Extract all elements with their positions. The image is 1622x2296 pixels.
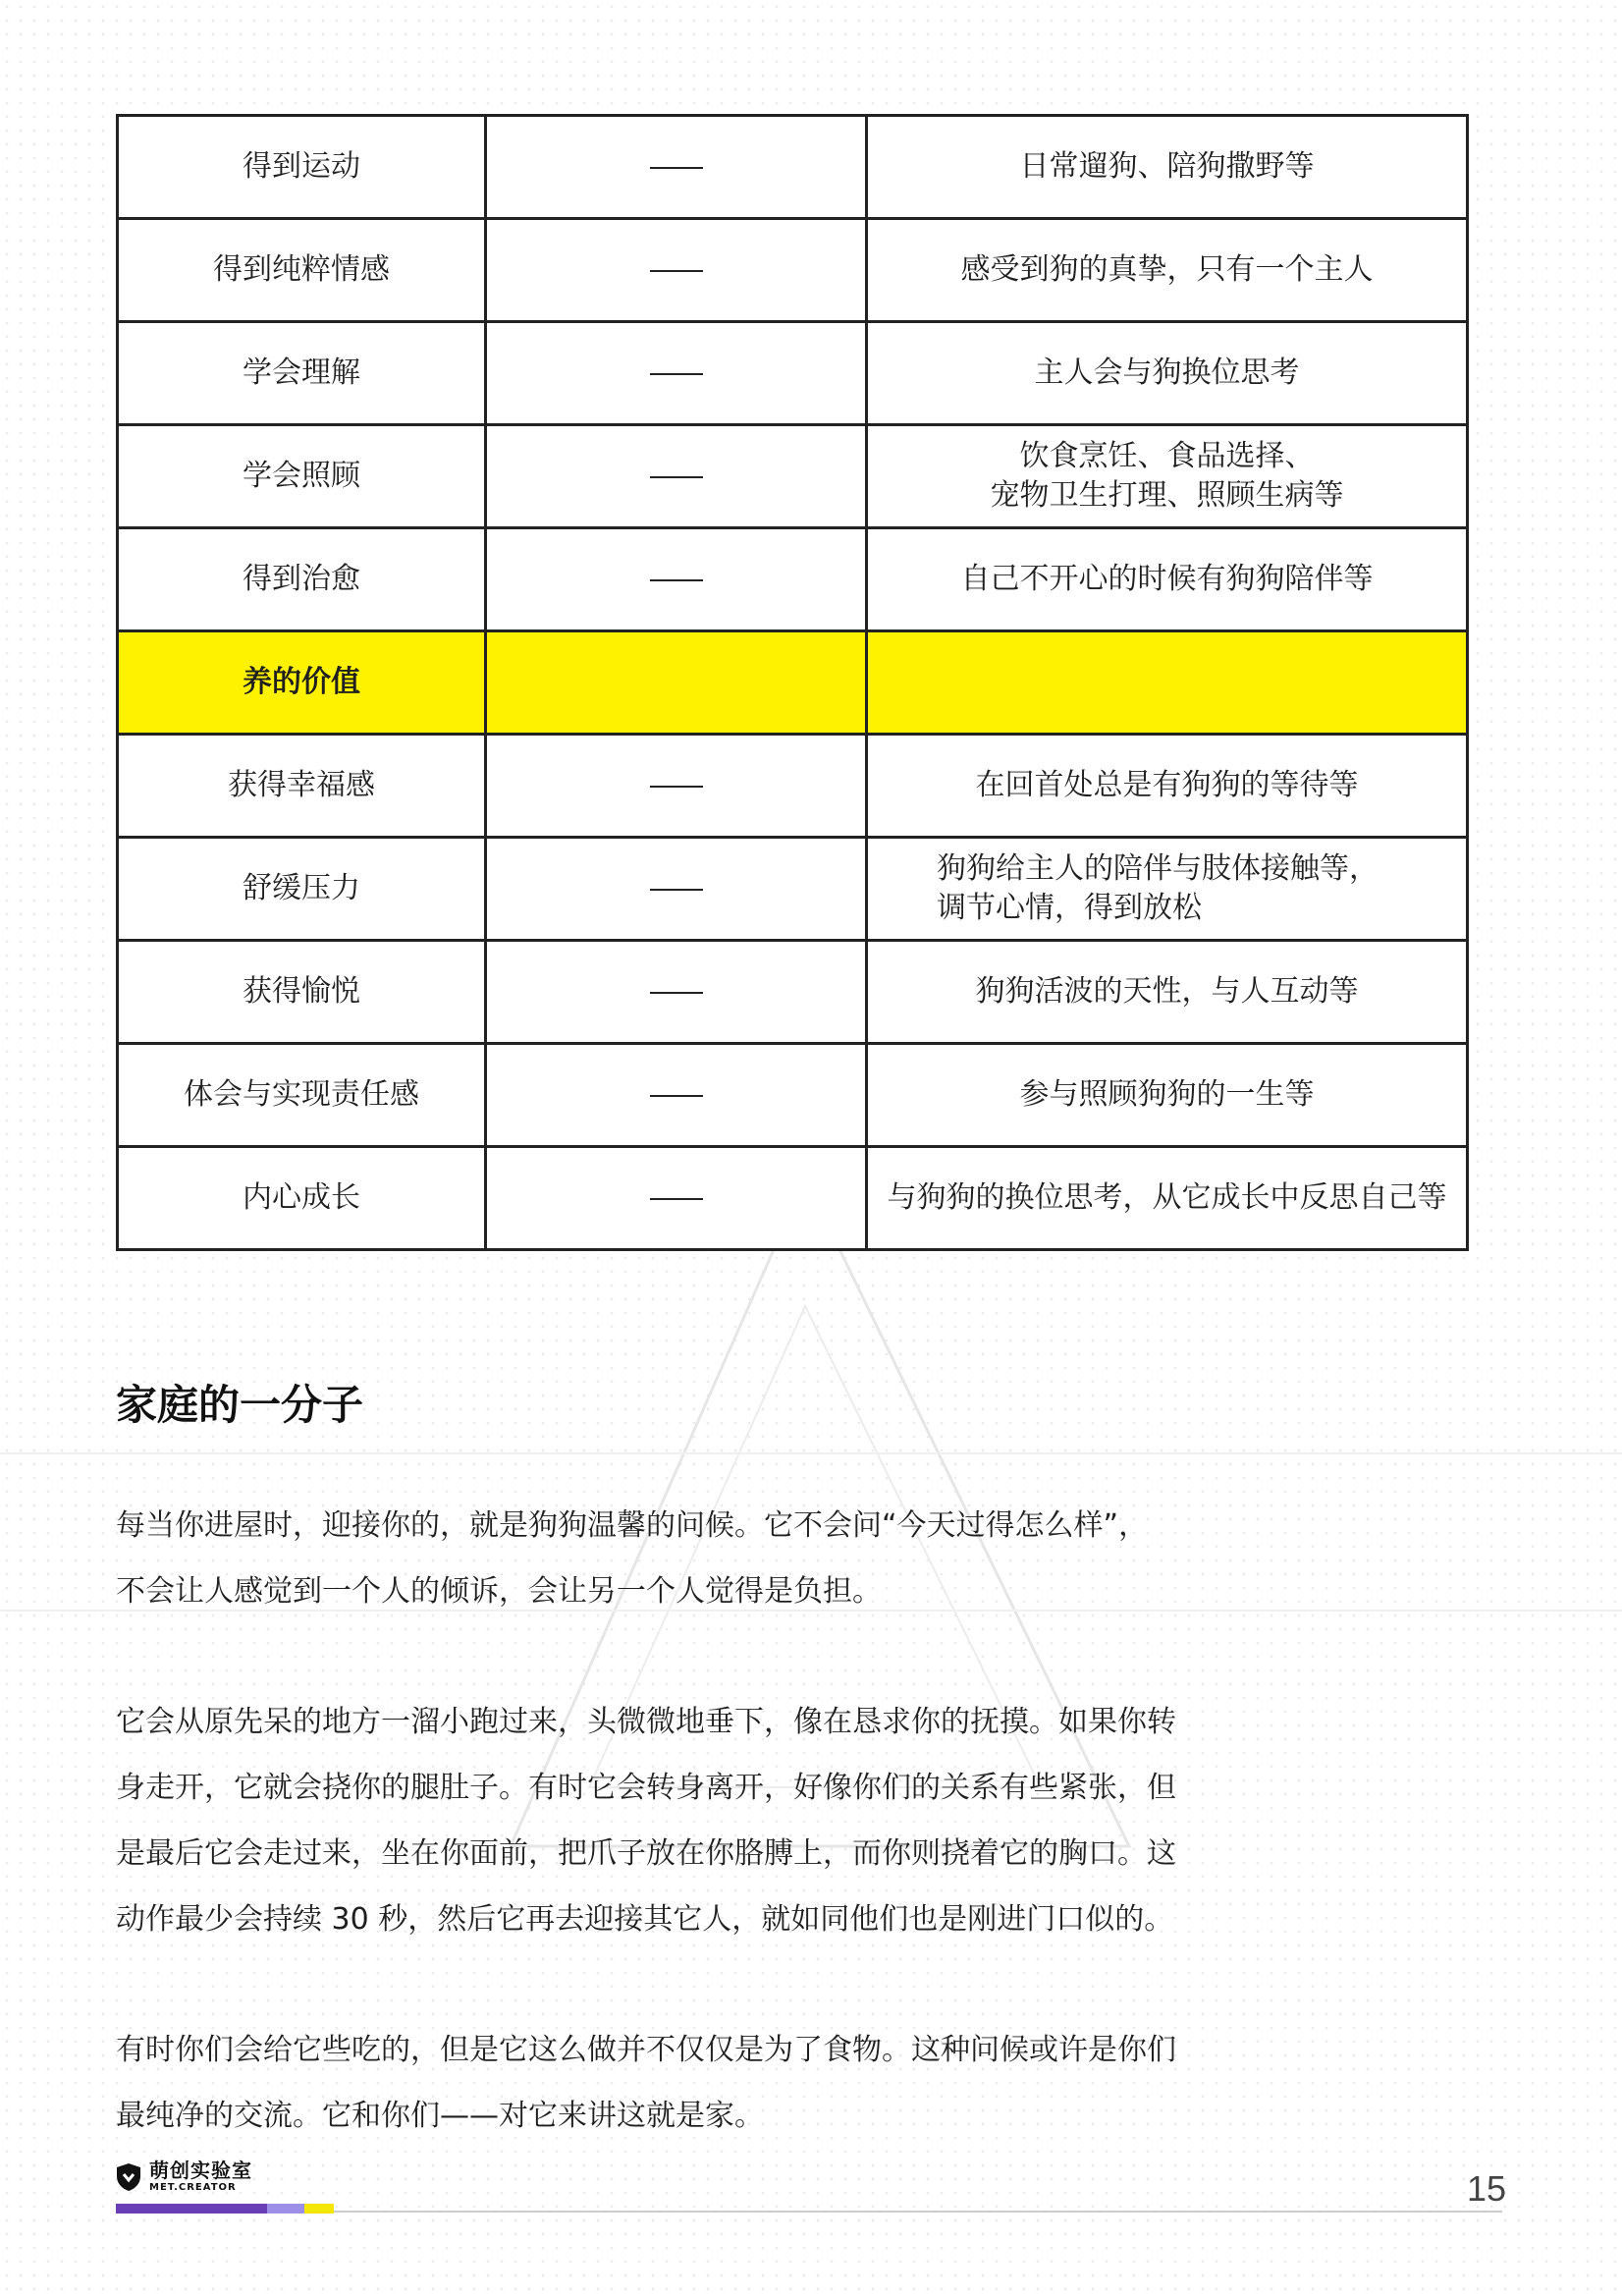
row-item: 学会照顾 (118, 425, 486, 528)
table-row (118, 322, 1468, 425)
row-item: 得到治愈 (118, 528, 486, 631)
table-section-header-row (118, 631, 1468, 735)
dash-mark (650, 786, 703, 788)
pet-value-table (116, 114, 1469, 1251)
row-item: 体会与实现责任感 (118, 1044, 486, 1147)
dash-mark (650, 167, 703, 169)
logo-english-text: MET.CREATOR (149, 2182, 237, 2193)
table-row (118, 528, 1468, 631)
paragraph-line: 身走开，它就会挠你的腿肚子。有时它会转身离开，好像你们的关系有些紧张，但 (116, 1771, 1176, 1805)
row-detail: 与狗狗的换位思考，从它成长中反思自己等 (867, 1147, 1468, 1250)
row-detail: 狗狗活波的天性，与人互动等 (867, 941, 1468, 1044)
row-item: 得到纯粹情感 (118, 219, 486, 322)
detail-line: 宠物卫生打理、照顾生病等 (990, 478, 1344, 513)
row-item: 得到运动 (118, 116, 486, 219)
paragraph-line: 它会从原先呆的地方一溜小跑过来，头微微地垂下，像在恳求你的抚摸。如果你转 (116, 1705, 1176, 1739)
dash-mark (650, 476, 703, 478)
detail-line: 饮食烹饪、食品选择、 (1019, 439, 1315, 473)
page-number: 15 (1467, 2168, 1507, 2209)
paragraph-line: 有时你们会给它些吃的，但是它这么做并不仅仅是为了食物。这种问候或许是你们 (116, 2033, 1176, 2067)
paragraph-line: 每当你进屋时，迎接你的，就是狗狗温馨的问候。它不会问“今天过得怎么样”， (116, 1508, 1149, 1543)
detail-line: 调节心情，得到放松 (937, 891, 1202, 925)
section-header-label: 养的价值 (118, 631, 486, 735)
dash-mark (650, 373, 703, 375)
table-row (118, 838, 1468, 941)
dash-cell (486, 116, 867, 219)
table-row (118, 219, 1468, 322)
row-detail: 主人会与狗换位思考 (867, 322, 1468, 425)
dash-mark (650, 270, 703, 272)
logo-chinese-text: 萌创实验室 (149, 2159, 252, 2182)
dash-cell (486, 219, 867, 322)
footer-logo (116, 2160, 252, 2193)
row-item: 获得幸福感 (118, 735, 486, 838)
dash-cell (486, 941, 867, 1044)
row-item: 获得愉悦 (118, 941, 486, 1044)
table-row (118, 735, 1468, 838)
table-row (118, 116, 1468, 219)
dash-cell (486, 528, 867, 631)
paragraph-line: 动作最少会持续 30 秒，然后它再去迎接其它人，就如同他们也是刚进门口似的。 (116, 1902, 1174, 1937)
footer-divider (334, 2211, 1502, 2213)
row-item: 内心成长 (118, 1147, 486, 1250)
row-item: 舒缓压力 (118, 838, 486, 941)
paragraph (116, 1689, 1324, 1952)
dash-cell (486, 838, 867, 941)
dash-cell (486, 1147, 867, 1250)
dash-mark (650, 992, 703, 994)
dash-mark (650, 889, 703, 891)
table-row (118, 1044, 1468, 1147)
table-row (118, 941, 1468, 1044)
dash-cell (486, 322, 867, 425)
row-detail: 日常遛狗、陪狗撒野等 (867, 116, 1468, 219)
row-detail: 在回首处总是有狗狗的等待等 (867, 735, 1468, 838)
paragraph-line: 不会让人感觉到一个人的倾诉，会让另一个人觉得是负担。 (116, 1574, 882, 1609)
shield-logo-icon (116, 2162, 141, 2192)
dash-mark (650, 1198, 703, 1200)
dash-mark (650, 579, 703, 581)
dash-mark (650, 1095, 703, 1097)
paragraph (116, 2017, 1324, 2149)
row-detail: 感受到狗的真挚，只有一个主人 (867, 219, 1468, 322)
footer-bar-lavender (267, 2204, 304, 2214)
row-detail (867, 425, 1468, 528)
paragraph-line: 最纯净的交流。它和你们——对它来讲这就是家。 (116, 2099, 764, 2133)
row-detail (867, 838, 1468, 941)
row-detail: 参与照顾狗狗的一生等 (867, 1044, 1468, 1147)
dash-cell (486, 425, 867, 528)
footer-bar-yellow (304, 2204, 334, 2214)
empty-cell (486, 631, 867, 735)
paragraph (116, 1493, 1324, 1624)
paragraph-line: 是最后它会走过来，坐在你面前，把爪子放在你胳膊上，而你则挠着它的胸口。这 (116, 1836, 1176, 1871)
empty-cell (867, 631, 1468, 735)
dash-cell (486, 1044, 867, 1147)
dash-cell (486, 735, 867, 838)
row-item: 学会理解 (118, 322, 486, 425)
section-title: 家庭的一分子 (116, 1381, 364, 1429)
detail-line: 狗狗给主人的陪伴与肢体接触等， (937, 851, 1379, 886)
table-row (118, 425, 1468, 528)
row-detail: 自己不开心的时候有狗狗陪伴等 (867, 528, 1468, 631)
table-row (118, 1147, 1468, 1250)
